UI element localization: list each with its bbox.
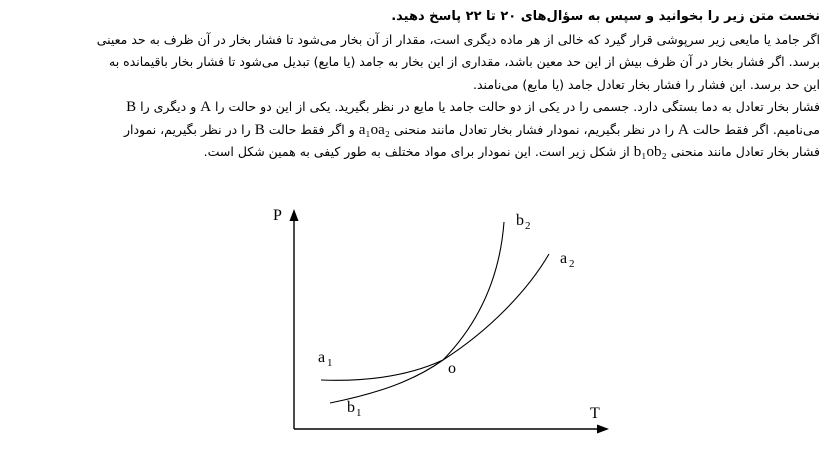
label-a2-sub: 2 <box>569 258 575 270</box>
point-label-o: o <box>448 360 456 377</box>
state-b-label: B <box>126 99 137 115</box>
x-axis-arrow <box>597 425 609 434</box>
label-b1: b <box>347 399 355 416</box>
p2-text-2d: را در نظر بگیریم، نمودار <box>123 121 251 137</box>
label-b1-sub: 1 <box>356 407 362 419</box>
y-axis-arrow <box>290 209 299 221</box>
p2-text-1b: و دیگری را <box>140 99 197 114</box>
p2-text-2b: را در نظر بگیریم، نمودار فشار بخار تعادل مانند منحنی <box>394 121 674 137</box>
state-a-ref: A <box>677 121 689 138</box>
paragraph-1-line-3: این حد برسد. این فشار را فشار بخار تعادل جامد (یا مایع) می‌نامند. <box>473 76 820 92</box>
label-b2: b <box>516 212 524 229</box>
heading: نخست متن زیر را بخوانید و سپس به سؤال‌های ۲۰ تا ۲۲ پاسخ دهید. <box>391 9 820 24</box>
curve-a1-o-a2 <box>321 254 549 380</box>
paragraph-1-line-1: اگر جامد یا مایعی زیر سرپوشی قرار گیرد که خالی از هر ماده دیگری است، مقدار از آن بخار می‌شود تا فشار بخار در آن ظرف به حد معینی <box>96 31 820 47</box>
p2-text-1a: فشار بخار تعادل به دما بستگی دارد. جسمی را در یکی از دو حالت جامد یا مایع در نظر بگیرید. یکی از این دو حالت را <box>215 99 820 114</box>
p2-text-2a: می‌نامیم. اگر فقط حالت <box>692 121 820 137</box>
state-b-ref: B <box>254 121 265 138</box>
label-b2-sub: 2 <box>525 220 531 232</box>
curve-a-ref: a₁oa₂ <box>358 121 391 138</box>
label-a2: a <box>560 250 568 267</box>
p2-text-3b: از شکل زیر است. این نمودار برای مواد مختلف به طور کیفی به همین شکل است. <box>203 144 630 159</box>
axis-label-p: P <box>273 207 282 224</box>
label-a1: a <box>318 349 326 366</box>
state-a-label: A <box>200 99 212 115</box>
label-a1-sub: 1 <box>327 357 333 369</box>
p2-text-2c: و اگر فقط حالت <box>268 121 355 137</box>
curve-b1-o-b2 <box>330 222 504 403</box>
curve-b-ref: b₁ob₂ <box>633 144 667 160</box>
axis-label-t: T <box>590 405 600 422</box>
paragraph-1-line-2: برسد. اگر فشار بخار در آن ظرف بیش از این حد معین باشد، مقداری از این بخار به جامد (یا مایع) تبدیل می‌شود تا فشار بخار باقیمانده به <box>109 54 820 69</box>
p2-text-3a: فشار بخار تعادل مانند منحنی <box>670 144 820 159</box>
